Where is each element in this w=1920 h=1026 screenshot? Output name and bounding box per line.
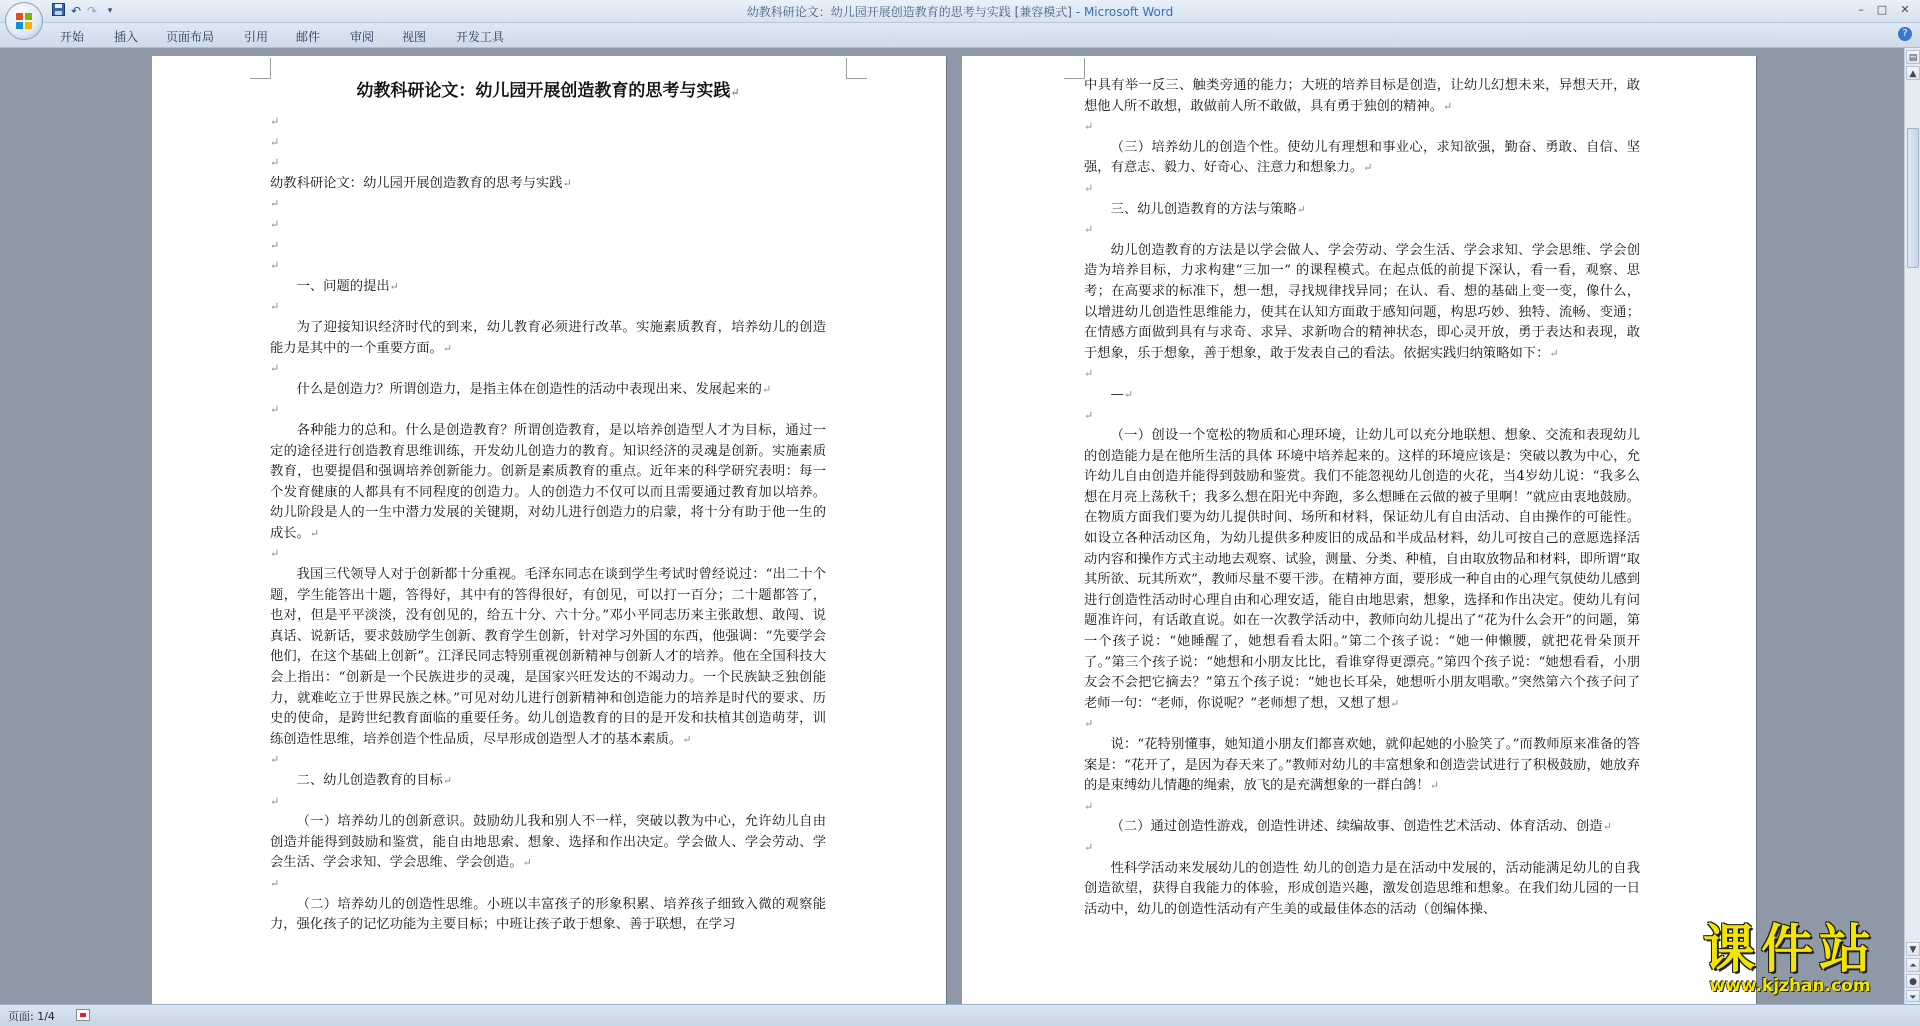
tab-view[interactable]: 视图 [402,30,427,44]
close-button[interactable]: ✕ [1900,3,1910,16]
document-title: 幼教科研论文：幼儿园开展创造教育的思考与实践 [356,81,731,101]
doc-subtitle: 幼教科研论文：幼儿园开展创造教育的思考与实践 [270,175,563,191]
section-heading-1: 一、问题的提出 [296,278,390,294]
page-2-text: 中具有举一反三、触类旁通的能力；大班的培养目标是创造，让幼儿幻想未来，异想天开，敢想他人所不敢想，敢做前人所不敢做，具有勇于独创的精神。↵ ↵ （三）培养幼儿的创造个性。使幼儿有理想和事业心，求知欲强，勤奋、勇敢、自信、坚强，有意志、毅力、好奇心、注意力和想象力。↵ ↵ 三、幼儿创造教育的方法与策略↵ ↵ 幼儿创造教育的方法是以学会做人、学会劳动、学会生活、学会求知、学会思维、学会创造为培养目标，力求构建“三加一” 的课程模式。在起点低的前提下深认，看一看，观察、思考；在高要求的标准下，想一想，寻找规律找异同；在认、看、想的基础上变一变，像什么，以增进幼儿创造性思维能力，使其在认知方面敢于感知问题，构思巧妙、独特、流畅、变通；在情感方面做到具有与求奇、求异、求新吻合的精神状态，即心灵开放，勇于表达和表现，敢于想象，乐于想象，善于想象，敢于发表自己的看法。依据实践归纳策略如下：↵ ↵ —↵ ↵ （一）创设一个宽松的物质和心理环境，让幼儿可以充分地联想、想象、交流和表现幼儿的创造能力是在他所生活的具体 环境中培养起来的。这样的环境应该是：突破以教为中心，允许幼儿自由创造并能得到鼓励和鉴赏。我们不能忽视幼儿创造的火花，当4岁幼儿说：“我多么想在月亮上荡秋千；我多么想在阳光中奔跑，多么想睡在云做的被子里啊！”就应由衷地鼓励。在物质方面我们要为幼儿提供时间、场所和材料，保证幼儿有自由活动、自由操作的可能性。如设立各种活动区角，为幼儿提供多种废旧的成品和半成品材料，幼儿可按自己的意愿选择活动内容和操作方式主动地去观察、试验，测量、分类、种植，自由取放物品和材料，即所谓“取其所欲、玩其所欢”，教师尽量不要干涉。在精神方面，要形成一种自由的心理气氛使幼儿感到进行创造性活动时心理自由和心理安适，能自由地思索，想象，选择和作出决定。使幼儿有问题准许问，有话敢直说。如在一次教学活动中，教师向幼儿提出了“花为什么会开”的问题，第一个孩子说：“她睡醒了，她想看看太阳。”第二个孩子说：“她一伸懒腰，就把花骨朵顶开了。”第三个孩子说：“她想和小朋友比比，看谁穿得更漂亮。”第四个孩子说：“她想看看，小朋友会不会把它摘去？”第五个孩子说：“她也长耳朵，她想听小朋友唱歌。”突然第六个孩子问了老师一句：“老师，你说呢？”老师想了想，又想了想↵ ↵ 说：“花特别懂事，她知道小朋友们都喜欢她，就仰起她的小脸笑了。”而教师原来准备的答案是：“花开了，是因为春天来了。”教师对幼儿的丰富想象和创造尝试进行了积极鼓励，她放弃的是束缚幼儿情趣的绳索，放飞的是充满想象的一群白鸽！↵ ↵ （二）通过创造性游戏，创造性讲述、续编故事、创造性艺术活动、体育活动、创造↵ ↵ 性科学活动来发展幼儿的创造性 幼儿的创造力是在活动中发展的，活动能满足幼儿的自我创造欲望，获得自我能力的体验，形成创造兴趣，激发创造思维和想象。在我们幼儿园的一日活动中，幼儿的创造性活动有产生美的或最佳体态的活动（创编体操、 [1084,78,1640,917]
dash-line: — [1110,386,1124,402]
window-title: 幼教科研论文：幼儿园开展创造教育的思考与实践 [兼容模式] - Microsoft Word [746,5,1174,19]
office-button[interactable] [5,2,43,40]
previous-page-icon[interactable]: ⏶ [1906,958,1920,972]
document-page-2[interactable] [962,56,1756,1004]
paragraph: 各种能力的总和。什么是创造教育？所谓创造教育，是以培养创造型人才为目标，通过一定的途径进行创造教育思维训练，开发幼儿创造力的教育。知识经济的灵魂是创新。实施素质教育，也要提倡和强调培养创新能力。创新是素质教育的重点。近年来的科学研究表明：每一个发育健康的人都具有不同程度的创造力。人的创造力不仅可以而且需要通过教育加以培养。幼儿阶段是人的一生中潜力发展的关键期，对幼儿进行创造力的启蒙，将十分有助于他一生的成长。 [270,422,826,541]
tab-review[interactable]: 审阅 [350,30,375,44]
tab-mailings[interactable]: 邮件 [296,30,321,44]
paragraph: 什么是创造力？所谓创造力，是指主体在创造性的活动中表现出来、发展起来的 [296,381,762,397]
office-logo-icon [15,12,33,30]
paragraph: 说：“花特别懂事，她知道小朋友们都喜欢她，就仰起她的小脸笑了。”而教师原来准备的答案是：“花开了，是因为春天来了。”教师对幼儿的丰富想象和创造尝试进行了积极鼓励，她放弃的是束缚幼儿情趣的绳索，放飞的是充满想象的一群白鸽！ [1084,737,1640,794]
paragraph: 性科学活动来发展幼儿的创造性 幼儿的创造力是在活动中发展的，活动能满足幼儿的自我创造欲望，获得自我能力的体验，形成创造兴趣，激发创造思维和想象。在我们幼儿园的一日活动中，幼儿的创造性活动有产生美的或最佳体态的活动（创编体操、 [1084,860,1640,917]
tab-references[interactable]: 引用 [244,30,269,44]
status-bar [0,1004,1920,1026]
paragraph: （二）培养幼儿的创造性思维。小班以丰富孩子的形象积累、培养孩子细致入微的观察能力，强化孩子的记忆功能为主要目标；中班让孩子敢于想象、善于联想，在学习 [270,896,826,933]
scrollbar-thumb[interactable] [1907,128,1919,268]
paragraph: （一）创设一个宽松的物质和心理环境，让幼儿可以充分地联想、想象、交流和表现幼儿的创造能力是在他所生活的具体 环境中培养起来的。这样的环境应该是：突破以教为中心，允许幼儿自由创造并能得到鼓励和鉴赏。我们不能忽视幼儿创造的火花，当4岁幼儿说：“我多么想在月亮上荡秋千；我多么想在阳光中奔跑，多么想睡在云做的被子里啊！”就应由衷地鼓励。在物质方面我们要为幼儿提供时间、场所和材料，保证幼儿有自由活动、自由操作的可能性。如设立各种活动区角，为幼儿提供多种废旧的成品和半成品材料，幼儿可按自己的意愿选择活动内容和操作方式主动地去观察、试验，测量、分类、种植，自由取放物品和材料，即所谓“取其所欲、玩其所欢”，教师尽量不要干涉。在精神方面，要形成一种自由的心理气氛使幼儿感到进行创造性活动时心理自由和心理安适，能自由地思索，想象，选择和作出决定。使幼儿有问题准许问，有话敢直说。如在一次教学活动中，教师向幼儿提出了“花为什么会开”的问题，第一个孩子说：“她睡醒了，她想看看太阳。”第二个孩子说：“她一伸懒腰，就把花骨朵顶开了。”第三个孩子说：“她想和小朋友比比，看谁穿得更漂亮。”第四个孩子说：“她想看看，小朋友会不会把它摘去？”第五个孩子说：“她也长耳朵，她想听小朋友唱歌。”突然第六个孩子问了老师一句：“老师，你说呢？”老师想了想，又想了想 [1084,428,1640,711]
paragraph: 为了迎接知识经济时代的到来，幼儿教育必须进行改革。实施素质教育，培养幼儿的创造能力是其中的一个重要方面。 [270,319,826,356]
ruler-toggle-icon[interactable]: ▤ [1906,50,1920,64]
document-page-1[interactable] [152,56,946,1004]
tab-developer[interactable]: 开发工具 [456,30,505,44]
page-1-text: 幼教科研论文：幼儿园开展创造教育的思考与实践↵ ↵ ↵ ↵ 幼教科研论文：幼儿园开展创造教育的思考与实践↵ ↵ ↵ ↵ ↵ 一、问题的提出↵ ↵ 为了迎接知识经济时代的到来，幼儿教育必须进行改革。实施素质教育，培养幼儿的创造能力是其中的一个重要方面。↵ ↵ 什么是创造力？所谓创造力，是指主体在创造性的活动中表现出来、发展起来的↵ ↵ 各种能力的总和。什么是创造教育？所谓创造教育，是以培养创造型人才为目标，通过一定的途径进行创造教育思维训练，开发幼儿创造力的教育。知识经济的灵魂是创新。实施素质教育，也要提倡和强调培养创新能力。创新是素质教育的重点。近年来的科学研究表明：每一个发育健康的人都具有不同程度的创造力。人的创造力不仅可以而且需要通过教育加以培养。幼儿阶段是人的一生中潜力发展的关键期，对幼儿进行创造力的启蒙，将十分有助于他一生的成长。↵ ↵ 我国三代领导人对于创新都十分重视。毛泽东同志在谈到学生考试时曾经说过：“出二十个题，学生能答出十题，答得好，其中有的答得很好，有创见，可以打一百分；二十题都答了，也对，但是平平淡淡，没有创见的，给五十分、六十分。”邓小平同志历来主张敢想、敢闯、说真话、说新话，要求鼓励学生创新、教育学生创新，针对学习外国的东西，他强调：“先要学会他们，在这个基础上创新”。江泽民同志特别重视创新精神与创新人才的培养。他在全国科技大会上指出：“创新是一个民族进步的灵魂，是国家兴旺发达的不竭动力。一个民族缺乏独创能力，就难屹立于世界民族之林。”可见对幼儿进行创新精神和创造能力的培养是时代的要求、历史的使命，是跨世纪教育面临的重要任务。幼儿创造教育的目的是开发和扶植其创造萌芽，训练创造性思维，培养创造个性品质，尽早形成创造型人才的基本素质。↵ ↵ 二、幼儿创造教育的目标↵ ↵ （一）培养幼儿的创新意识。鼓励幼儿我和别人不一样，突破以教为中心，允许幼儿自由创造并能得到鼓励和鉴赏，能自由地思索、想象、选择和作出决定。学会做人、学会劳动、学会生活、学会求知、学会思维、学会创造。↵ ↵ （二）培养幼儿的创造性思维。小班以丰富孩子的形象积累、培养孩子细致入微的观察能力，强化孩子的记忆功能为主要目标；中班让孩子敢于想象、善于联想，在学习 [270,81,826,933]
vertical-scrollbar[interactable] [1904,48,1920,1004]
paragraph: （二）通过创造性游戏，创造性讲述、续编故事、创造性艺术活动、体育活动、创造 [1110,819,1603,835]
help-icon[interactable]: ? [1898,27,1912,41]
browse-object-icon[interactable]: ● [1906,974,1920,988]
paragraph: 幼儿创造教育的方法是以学会做人、学会劳动、学会生活、学会求知、学会思维、学会创造为培养目标，力求构建“三加一” 的课程模式。在起点低的前提下深认，看一看，观察、思考；在高要求的标准下，想一想，寻找规律找异同；在认、看、想的基础上变一变，像什么，以增进幼儿创造性思维能力，使其在认知方面敢于感知问题，构思巧妙、独特、流畅、变通；在情感方面做到具有与求奇、求异、求新吻合的精神状态，即心灵开放，勇于表达和表现，敢于想象，乐于想象，善于想象，敢于发表自己的看法。依据实践归纳策略如下： [1084,242,1640,361]
title-bar [0,0,1920,23]
tab-home[interactable]: 开始 [60,30,85,44]
undo-icon[interactable]: ↶ [70,4,82,18]
section-heading-3: 三、幼儿创造教育的方法与策略 [1110,201,1297,217]
scroll-up-icon[interactable]: ▲ [1906,66,1920,80]
paragraph: （一）培养幼儿的创新意识。鼓励幼儿我和别人不一样，突破以教为中心，允许幼儿自由创造并能得到鼓励和鉴赏，能自由地思索、想象、选择和作出决定。学会做人、学会劳动、学会生活、学会求知、学会思维、学会创造。 [270,814,826,871]
tab-insert[interactable]: 插入 [114,30,139,44]
scroll-down-icon[interactable]: ▼ [1906,942,1920,956]
paragraph: 我国三代领导人对于创新都十分重视。毛泽东同志在谈到学生考试时曾经说过：“出二十个题，学生能答出十题，答得好，其中有的答得很好，有创见，可以打一百分；二十题都答了，也对，但是平平淡淡，没有创见的，给五十分、六十分。”邓小平同志历来主张敢想、敢闯、说真话、说新话，要求鼓励学生创新、教育学生创新，针对学习外国的东西，他强调：“先要学会他们，在这个基础上创新”。江泽民同志特别重视创新精神与创新人才的培养。他在全国科技大会上指出：“创新是一个民族进步的灵魂，是国家兴旺发达的不竭动力。一个民族缺乏独创能力，就难屹立于世界民族之林。”可见对幼儿进行创新精神和创造能力的培养是时代的要求、历史的使命，是跨世纪教育面临的重要任务。幼儿创造教育的目的是开发和扶植其创造萌芽，训练创造性思维，培养创造个性品质，尽早形成创造型人才的基本素质。 [270,567,826,747]
section-heading-2: 二、幼儿创造教育的目标 [296,773,443,788]
proofing-status-icon[interactable] [76,1009,90,1021]
qat-customize-button[interactable]: ▾ [107,6,113,16]
tab-page-layout[interactable]: 页面布局 [166,30,215,44]
ribbon-tabs [0,23,1920,48]
minimize-button[interactable]: – [1858,3,1864,16]
page-count-status[interactable]: 页面: 1/4 [8,1010,55,1023]
paragraph: 中具有举一反三、触类旁通的能力；大班的培养目标是创造，让幼儿幻想未来，异想天开，敢想他人所不敢想，敢做前人所不敢做，具有勇于独创的精神。 [1084,78,1640,114]
site-watermark: 课件站 www.kjzhan.com [1702,920,1877,996]
redo-icon[interactable]: ↷ [86,4,98,18]
paragraph: （三）培养幼儿的创造个性。使幼儿有理想和事业心，求知欲强，勤奋、勇敢、自信、坚强，有意志、毅力、好奇心、注意力和想象力。 [1084,139,1640,176]
next-page-icon[interactable]: ⏷ [1906,990,1920,1002]
document-workspace[interactable] [0,48,1904,1004]
maximize-button[interactable]: □ [1876,3,1888,16]
